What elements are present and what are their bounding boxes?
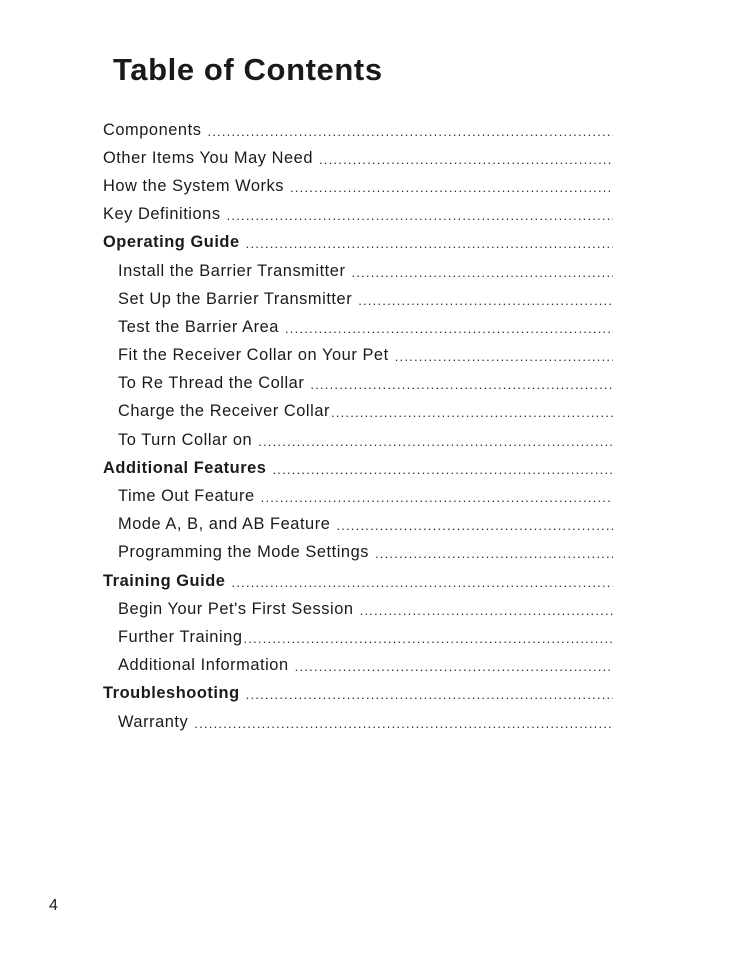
dot-leader [258,434,613,449]
dot-leader [336,518,613,533]
toc-entry-charge-receiver-collar [103,398,613,426]
dot-leader [351,265,613,280]
dot-leader [360,603,613,618]
page-number: 4 [49,897,58,914]
toc-entry-mode-feature [103,511,613,539]
toc-section-heading: Additional Features [103,458,267,477]
toc-entry-set-up-barrier [103,285,613,313]
toc-section-troubleshooting [103,680,613,708]
toc-entry-time-out-feature [103,482,613,510]
dot-leader [331,405,613,420]
dot-leader [358,293,613,308]
toc-section-heading: Troubleshooting [103,684,240,703]
dot-leader [231,575,613,590]
page-title: Table of Contents [113,52,383,87]
toc-entry-first-session [103,595,613,623]
toc-label: To Turn Collar on [118,430,253,449]
toc-entry-install-barrier [103,257,613,285]
toc-label: Begin Your Pet's First Session [118,599,354,618]
toc-label: Components [103,120,202,139]
toc-entry-turn-collar-on [103,426,613,454]
toc-entry-re-thread-collar [103,370,613,398]
toc-label: Install the Barrier Transmitter [118,261,346,280]
toc-label: Additional Information [118,656,289,675]
dot-leader [207,124,613,139]
dot-leader [375,546,613,561]
dot-leader [285,321,613,336]
toc-entry-test-barrier-area [103,313,613,341]
dot-leader [244,631,614,646]
toc-label: Set Up the Barrier Transmitter [118,289,353,308]
dot-leader [310,377,613,392]
toc-entry-fit-receiver-collar [103,342,613,370]
toc-label: How the System Works [103,176,285,195]
dot-leader [395,349,613,364]
toc-entry-additional-information [103,652,613,680]
toc-label: Other Items You May Need [103,148,313,167]
toc-entry-how-system-works [103,172,613,200]
dot-leader [295,659,613,674]
dot-leader [246,687,613,702]
toc-entry-warranty [103,708,613,736]
toc-section-training-guide [103,567,613,595]
toc-entry-programming-mode-settings [103,539,613,567]
toc-entry-key-definitions [103,201,613,229]
toc-label: Time Out Feature [118,487,255,506]
dot-leader [319,152,613,167]
dot-leader [261,490,613,505]
toc-label: Test the Barrier Area [118,317,279,336]
toc-label: Further Training [118,627,243,646]
toc-label: Charge the Receiver Collar [118,402,330,421]
toc-label: Warranty [118,712,189,731]
toc-section-operating-guide [103,229,613,257]
toc-entry-further-training [103,623,613,651]
toc-label: Programming the Mode Settings [118,543,369,562]
toc-label: Mode A, B, and AB Feature [118,515,331,534]
toc-section-heading: Training Guide [103,571,226,590]
dot-leader [194,716,613,731]
dot-leader [246,236,613,251]
toc-label: Fit the Receiver Collar on Your Pet [118,346,389,365]
dot-leader [227,208,613,223]
dot-leader [272,462,613,477]
dot-leader [290,180,613,195]
toc-label: Key Definitions [103,205,221,224]
toc-entry-components [103,116,613,144]
toc-label: To Re Thread the Collar [118,374,305,393]
table-of-contents [103,116,613,736]
toc-section-additional-features [103,454,613,482]
toc-entry-other-items [103,144,613,172]
toc-section-heading: Operating Guide [103,233,240,252]
